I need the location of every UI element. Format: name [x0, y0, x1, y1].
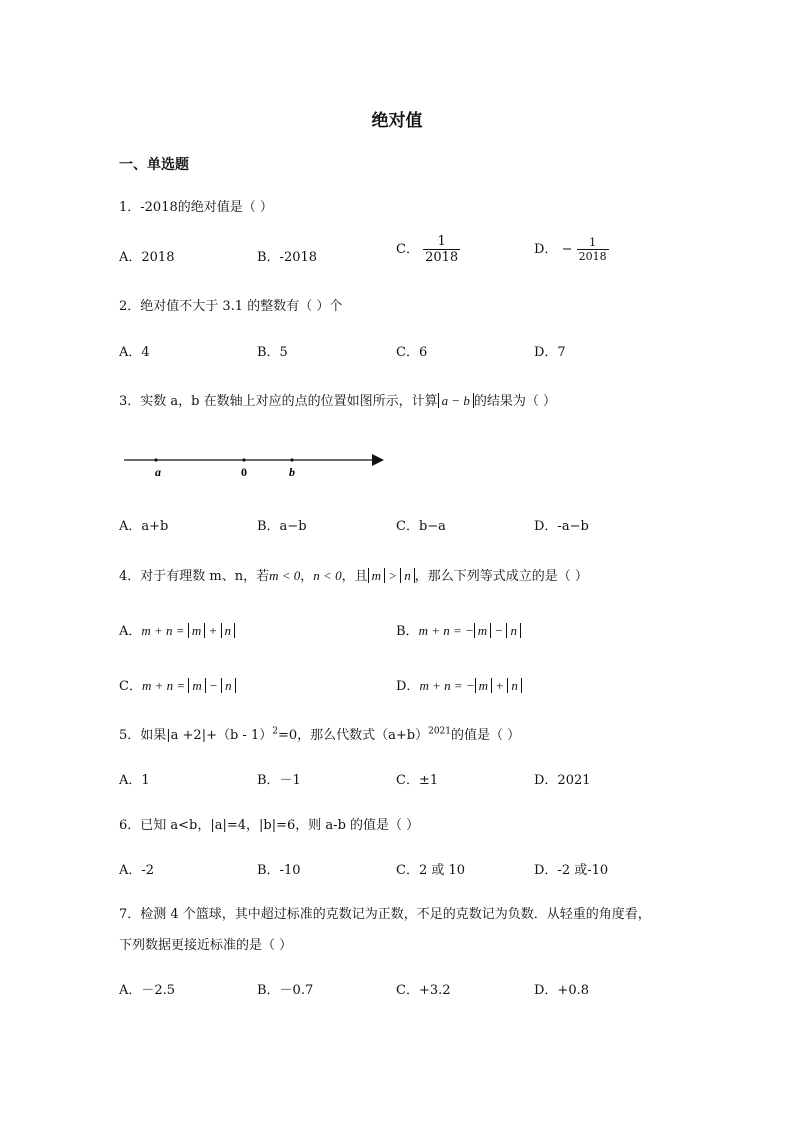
q6-option-a: A．-2: [119, 863, 155, 878]
separator: ，且: [341, 569, 368, 584]
operator: >: [384, 568, 401, 583]
equation-lhs: m + n = −: [419, 678, 475, 693]
question-7-stem-line-1: 7．检测 4 个篮球，其中超过标准的克数记为正数，不足的克数记为负数．从轻重的角度看，: [119, 907, 651, 922]
option-label: D．: [396, 679, 420, 694]
option-label: C．: [119, 679, 142, 694]
operator: −: [205, 678, 222, 693]
q1-option-d: [534, 236, 609, 263]
q6-option-c: C．2 或 10: [396, 863, 466, 878]
fraction-denominator: 2018: [425, 250, 459, 265]
fraction: [423, 234, 460, 265]
point-zero-dot: [242, 458, 245, 461]
q1-option-b: B．-2018: [257, 250, 318, 265]
abs-n: n: [221, 623, 236, 638]
abs-m: m: [474, 623, 491, 638]
question-5-stem: [119, 724, 520, 743]
question-2-stem: 2．绝对值不大于 3.1 的整数有（ ）个: [119, 299, 343, 314]
stem-text: ，那么下列等式成立的是（ ）: [414, 569, 588, 584]
q1-option-a: A．2018: [119, 250, 175, 265]
q1-option-c: [396, 234, 460, 265]
abs-n: n: [221, 678, 236, 693]
stem-text: 5．如果|a +2|+（b - 1）: [119, 728, 273, 743]
stem-text: 的结果为（ ）: [473, 394, 557, 409]
q7-option-d: D．+0.8: [534, 983, 589, 998]
q3-option-a: A．a+b: [119, 519, 169, 534]
stem-text: 的值是（ ）: [451, 728, 521, 743]
q2-option-a: A．4: [119, 345, 150, 360]
equation-lhs: m + n = −: [418, 623, 474, 638]
point-b-dot: [290, 458, 293, 461]
operator: +: [492, 678, 508, 693]
operator: +: [205, 623, 221, 638]
section-heading: 一、单选题: [119, 157, 189, 173]
stem-text: 4．对于有理数 m、n，若: [119, 569, 270, 584]
abs-m: m: [475, 678, 492, 693]
q2-option-d: D．7: [534, 345, 566, 360]
q6-option-b: B．-10: [257, 863, 301, 878]
page-title: 绝对值: [371, 111, 423, 131]
q4-option-c: [119, 675, 236, 694]
abs-n: n: [400, 568, 415, 583]
point-a-label: a: [155, 465, 161, 479]
question-3-stem: [119, 390, 556, 409]
question-6-stem: 6．已知 a<b，|a|=4，|b|=6，则 a-b 的值是（ ）: [119, 818, 420, 833]
q7-option-c: C．+3.2: [396, 983, 451, 998]
stem-text: =0，那么代数式（a+b）: [277, 728, 429, 743]
q5-option-a: A．1: [119, 773, 150, 788]
q3-option-c: C．b−a: [396, 519, 446, 534]
operator: −: [491, 623, 507, 638]
q6-option-d: D．-2 或-10: [534, 863, 609, 878]
abs-m: m: [188, 678, 205, 693]
option-label: D．: [534, 242, 558, 257]
q3-option-d: D．-a−b: [534, 519, 589, 534]
abs-m: m: [188, 623, 205, 638]
abs-n: n: [507, 678, 522, 693]
question-4-stem: [119, 565, 588, 584]
q5-option-d: D．2021: [534, 773, 591, 788]
q2-option-c: C．6: [396, 345, 428, 360]
equation-lhs: m + n =: [141, 623, 188, 638]
condition-n: n < 0: [313, 568, 342, 583]
exponent: 2: [272, 726, 278, 737]
equation-lhs: m + n =: [141, 678, 189, 693]
absolute-value-expression: a − b: [438, 393, 474, 408]
condition-m: m < 0: [269, 568, 301, 583]
separator: ，: [300, 569, 314, 584]
question-1-stem: 1．-2018的绝对值是（ ）: [119, 200, 273, 215]
point-b-label: b: [289, 465, 295, 479]
q5-option-b: B．－1: [257, 773, 301, 788]
q4-option-a: [119, 620, 235, 639]
q4-option-d: [396, 675, 522, 694]
exponent: 2021: [428, 726, 452, 737]
option-label: A．: [119, 624, 142, 639]
number-line-figure: [118, 448, 390, 480]
fraction-numerator: 1: [423, 234, 460, 250]
q3-option-b: B．a−b: [257, 519, 307, 534]
q2-option-b: B．5: [257, 345, 288, 360]
q4-option-b: [396, 620, 521, 639]
option-label: C．: [396, 242, 419, 257]
q7-option-a: A．－2.5: [119, 983, 176, 998]
abs-m: m: [368, 568, 385, 583]
stem-text: 3．实数 a，b 在数轴上对应的点的位置如图所示，计算: [119, 394, 438, 409]
fraction-denominator: 2018: [578, 250, 607, 263]
abs-n: n: [506, 623, 521, 638]
q5-option-c: C．±1: [396, 773, 439, 788]
number-line-arrow: [372, 454, 384, 466]
q7-option-b: B．－0.7: [257, 983, 314, 998]
option-label: B．: [396, 624, 419, 639]
minus-sign: −: [561, 242, 573, 257]
point-a-dot: [154, 458, 157, 461]
fraction-numerator: 1: [577, 236, 609, 250]
question-7-stem-line-2: 下列数据更接近标准的是（ ）: [119, 938, 293, 953]
point-zero-label: 0: [241, 465, 247, 479]
fraction: [577, 236, 609, 263]
